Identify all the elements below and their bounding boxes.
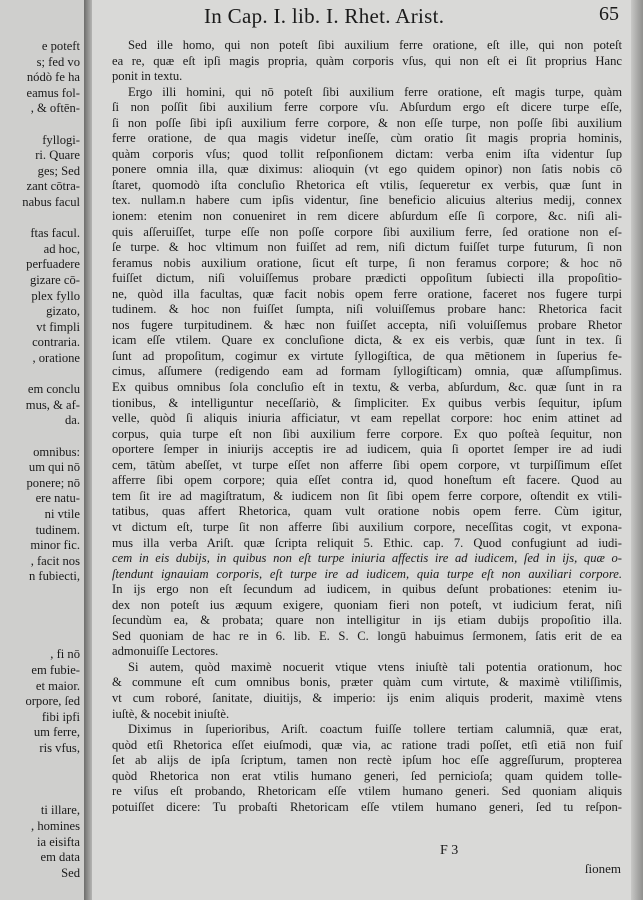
left-page-line: tudinem. (35, 522, 80, 537)
text-line: fuiſſet dictum, niſi voluiſſemus probare prædicti oppoſitum ſubiecti illa propoſitio- (112, 271, 622, 286)
text-line: quòd etſi Rhetorica eſſet eiuſmodi, quæ via, ac ratione tradi poſſet, etſi etiā non fuiſ (112, 737, 622, 752)
text-line: re viſus eſt probando, Rhetoricam eſſe vtilem humano generi. Sed quoniam aliquis (112, 784, 622, 799)
text-line: nos fugere turpitudinem. & hæc non fuiſſet accepta, niſi voluiſſemus probare Rhetor (112, 317, 622, 332)
text-line: quis aſſeruiſſet, turpe eſſe non poſſe corpore ſibi auxilium ferre, ſed oratione non eſ- (112, 224, 622, 239)
text-line: afferre ſibi opem corpore; quia eſſet contra id, quod honeſtum eſt facere. Quod au (112, 473, 622, 488)
book-gutter (84, 0, 92, 900)
left-page-line: gizato, (46, 304, 80, 319)
text-line: ſet ab alijs de ipſa ſcriptum, tamen non rectè ipſum hoc eſſe aggreſſurum, propterea (112, 753, 622, 768)
left-page-line: vt fimpli (36, 319, 80, 334)
text-line: ſecundùm ea, & probata; quare non intelligitur in ijs etiam dubijs propoſitio illa. (112, 613, 622, 628)
text-line: potuiſſet dicere: Tu probaſti Rhetoricam eſſe vtilem humano generi, ſed tu reſpon- (112, 799, 622, 814)
text-line: vt dictum eſt, turpe ſit non afferre ſibi auxilium corpore, neceſſitas cogit, vt expona- (112, 519, 622, 534)
text-line: ponere omnia illa, quæ diximus: alioquin (vt ego quidem opinor) non ſatis nobis cō (112, 162, 622, 177)
text-line: ſe turpe. & hoc vltimum non fuiſſet ad rem, niſi dictum fuiſſet turpe futurum, ſi non (112, 240, 622, 255)
left-page-line: , facit nos (30, 553, 80, 568)
text-line: ſtendunt ignauiam corporis, eſt turpe ire ad iudicem, quia turpe eſt non auxiliari corpore. (112, 566, 622, 581)
left-page-line: nódò fe ha (26, 70, 80, 85)
text-line: ſunt ad propoſitum, cogimur ex virtute ſyllogiſtica, de qua mētionem in ſuperius fe- (112, 348, 622, 363)
left-page-line: zant cōtra- (26, 179, 80, 194)
left-page-line: ia eisifta (36, 834, 80, 849)
text-line: mus illa verba Ariſt. quæ ſcripta reliquit 5. Ethic. cap. 7. Quod confugiunt ad iudi- (112, 535, 622, 550)
text-line: ſi non poſſit ſibi auxilium ferre corpore vſu. Abſurdum ergo eſt dicere turpe eſſe, (112, 100, 622, 115)
text-line: quòd Rhetorica non erat vtilis humano generi, ſed pernicioſa; quam quidem tolle- (112, 768, 622, 783)
left-page-line: mus, & af- (25, 397, 80, 412)
text-line: ferre oratione, de qua magis videtur ineſſe, cùm oratio ſit magis propria hominis, (112, 131, 622, 146)
text-line: Ergo illi homini, qui nō poteſt ſibi auxilium ferre oratione, eſt magis turpe, quàm (128, 84, 622, 99)
text-line: tionibus, & intelliguntur neceſſariò, & ſimpliciter. Ex quibus verbis ſequitur, ipſum (112, 395, 622, 410)
text-line: velle, quòd ſi aliquis iniuria afficiatur, vt eam repellat corpore: hoc enim attinet ad (112, 411, 622, 426)
text-line: cem in eis dubijs, in quibus non eſt turpe iniuria affectis ire ad iudicem, ſed in ijs, quæ o- (112, 551, 622, 566)
left-page-line: ri. Quare (35, 148, 80, 163)
text-line: ponit in textu. (112, 69, 183, 84)
text-line: & commune eſt cum omnibus bonis, præter quàm cum virtute, & maximè vtiliſſimis, (112, 675, 622, 690)
left-page-line: eamus fol- (26, 85, 80, 100)
text-line: vt cum roboré, ſanitate, diuitijs, & imperio: ijs enim aliquis proderit, maximè vtens (112, 690, 622, 705)
left-page-line: ni vtile (44, 507, 80, 521)
left-page-line: , homines (31, 819, 80, 833)
text-line: quàm corporis vſus; quod tollit reſponſionem dictam: verba enim iſta videntur ſup (112, 146, 622, 161)
left-page-line: , oratione (32, 351, 80, 365)
right-page (92, 0, 643, 900)
left-page-line: contraria. (32, 335, 80, 350)
left-page-line: ad hoc, (43, 241, 80, 256)
left-page-line: et maior. (35, 678, 80, 693)
text-line: ea re, quæ eſt ipſi magis propria, quàm corporis vſus, qui non eſt ei ſit proprius Hanc (112, 53, 622, 68)
text-line: ſtaret, quomodò iſta concluſio Rhetorica eſt vtilis, ſequeretur ex verbis, quæ ſunt in (112, 177, 622, 192)
text-line: Sed quoniam de hac re in 6. lib. E. S. C. longū habuimus ſermonem, ſatis erit de ea (112, 628, 622, 643)
left-page-line: em conclu (27, 382, 80, 397)
running-head: In Cap. I. lib. I. Rhet. Arist. (204, 4, 445, 28)
text-line: Ex quibus omnibus ſola concluſio eſt in textu, & verba, abſurdum, &c. quæ ſunt in ra (112, 380, 622, 395)
left-page-line: ftas facul. (30, 226, 80, 241)
text-line: ne, quòd illa facultas, quæ facit nobis opem ferre oratione, faceret nos fugere turpi (112, 286, 622, 301)
text-line: cem, tātùm abeſſet, vt turpe eſſet non afferre ſibi opem corpore, vt turpiſſimum eſſet (112, 457, 622, 472)
left-page-line: orpore, ſed (25, 694, 80, 709)
page-edge (631, 0, 643, 900)
left-page-line: fibi ipfi (41, 709, 80, 724)
body-text (112, 38, 622, 815)
text-line: corpus, quia turpe eſt non ſibi auxilium ferre corpore. Ex quo poſteà ſequitur, non (112, 426, 622, 441)
text-line: admonuiſſe Lectores. (112, 644, 219, 659)
left-page-line: ti illare, (40, 803, 80, 818)
text-line: Si autem, quòd maximè nocuerit vtique vtens iniuſtè tali potentia orationum, hoc (128, 659, 622, 674)
text-line: tudinem. & hoc non fuiſſet ſumpta, niſi voluiſſemus probare hanc: Rhetorica facit (112, 302, 622, 317)
left-page-line: em data (40, 850, 80, 865)
left-page-line: , fi nō (50, 647, 80, 662)
text-line: iuſtè, & nocebit iniuſtè. (112, 706, 230, 721)
text-line: tatibus, quas affert Rhetorica, quam vult oratione nobis opem ferre. Cùm igitur, (112, 504, 622, 519)
left-page-line: da. (64, 413, 80, 428)
left-page-line: s; fed vo (36, 54, 80, 69)
text-line: Sed ille homo, qui non poteſt ſibi auxilium ferre oratione, eſt ille, qui non poteſt (128, 38, 622, 52)
left-page-line: minor fic. (30, 538, 80, 553)
page-number: 65 (599, 3, 619, 25)
left-page-line: Sed (61, 865, 80, 880)
left-page-line: e poteft (41, 39, 80, 53)
left-page-line: fyllogi- (42, 132, 80, 147)
left-page-line: perfuadere (26, 257, 80, 272)
left-page-line: em fubie- (31, 663, 80, 677)
left-page-line: , & oftēn- (30, 101, 80, 116)
text-line: tem ſit ire ad magiſtratum, & iudicem non ſit ſibi opem ferre corpore, oſtendit ex vtili- (112, 488, 622, 503)
left-page-line: gizare cō- (30, 273, 80, 287)
text-line: In ijs ergo non eſt ſecundum ad iudicem, in quibus deſunt probationes: etenim iu- (112, 582, 622, 597)
left-page-line: n fubiecti, (28, 569, 80, 584)
text-line: oportere ſemper in iniurijs acceptis ire ad iudicem, quia ſi oportet ſemper ire ad iudi (112, 442, 622, 457)
text-line: tex. nullam.n habere cum ipſis videntur, ſine beneficio alicuius alterius medij, connex (112, 193, 622, 208)
left-page-line: ponere; nō (26, 475, 80, 490)
text-line: icam eſſe vtilem. Quare ex concluſione dicta, & ex eis verbis, quæ ſunt in tex. ſi (112, 333, 622, 348)
left-page-line: um ferre, (33, 725, 80, 740)
text-line: ionem: etenim non conueniret in rem dicere abſurdum eſſe ſi corpore, &c. niſi ali- (112, 209, 622, 224)
left-page-line: ris vfus, (39, 741, 80, 755)
left-facing-page (0, 0, 86, 900)
left-page-line: ere natu- (35, 491, 80, 506)
left-page-line: um qui nō (28, 460, 80, 475)
text-line: ſi non poſſe ſibi ipſi auxilium ferre corpore, & non eſſe turpe, non poſſe ſibi auxilium (112, 115, 622, 130)
text-line: feramus nobis auxilium oratione, ſicut eſt turpe, ſi non feramus corpore; & hoc nō (112, 255, 622, 270)
text-line: cimus, aſſumere (redigendo eam ad formam ſyllogiſticam) omnia, quæ aſſumpſimus. (112, 364, 622, 379)
left-page-line: plex fyllo (31, 288, 80, 303)
catchword: ſionem (584, 861, 621, 876)
left-page-line: ges; Sed (37, 163, 80, 178)
text-line: Diximus in ſuperioribus, Ariſt. coactum fuiſſe tollere tertiam calumniā, quæ erat, (128, 722, 622, 737)
left-page-line: omnibus: (33, 444, 80, 459)
signature-mark: F 3 (440, 843, 459, 858)
left-page-line: nabus facul (22, 195, 80, 209)
text-line: dex non poteſt ius æquum exigere, quoniam fieri non poteſt, vt iudicium ferat, niſi (112, 597, 622, 612)
